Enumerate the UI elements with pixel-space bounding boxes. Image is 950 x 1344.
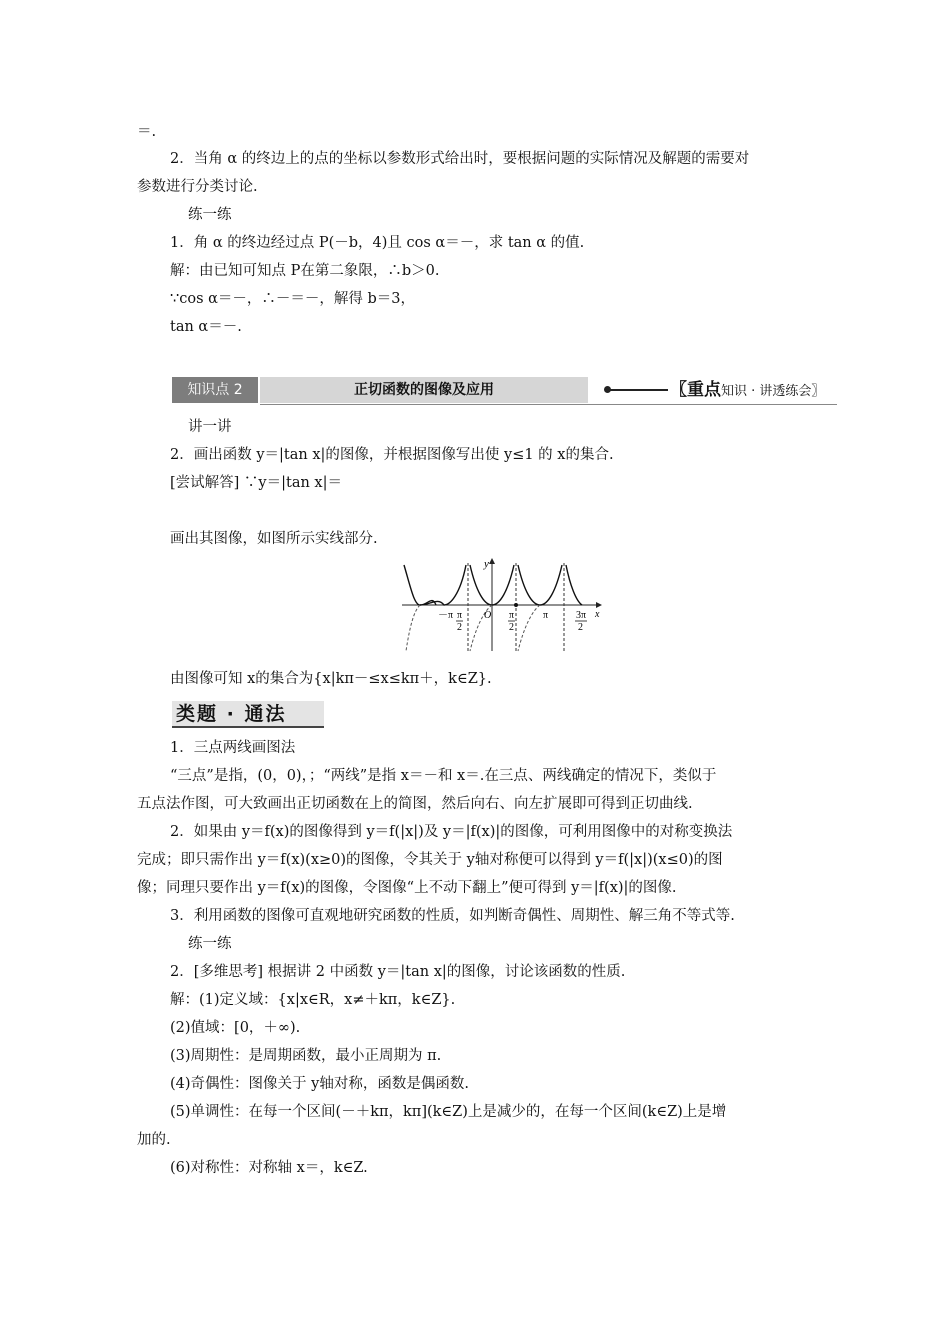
origin-label: O xyxy=(484,610,492,621)
banner-tag xyxy=(670,377,824,403)
text-line: 解：(1)定义域：{x|x∈R，x≠＋kπ，k∈Z}. xyxy=(170,992,456,1008)
banner-underline xyxy=(260,404,837,405)
section-label: 练一练 xyxy=(188,936,232,952)
section-label: 练一练 xyxy=(188,207,232,223)
text-line: (3)周期性：是周期函数，最小正周期为 π. xyxy=(170,1048,442,1064)
text-line: 2．[多维思考] 根据讲 2 中函数 y＝|tan x|的图像，讨论该函数的性质. xyxy=(170,964,626,980)
tick-label: 2 xyxy=(457,622,462,633)
tick-label: π xyxy=(457,610,463,621)
banner-tag-bold: 〖重点 xyxy=(670,380,721,400)
banner-tag-rest: 知识 · 讲透练会〗 xyxy=(721,384,825,399)
banner-title: 正切函数的图像及应用 xyxy=(260,377,588,403)
text-line: 完成；即只需作出 y＝f(x)(x≥0)的图像，令其关于 y轴对称便可以得到 y＝f(|x|)(x≤0)的图 xyxy=(137,852,723,868)
tick-label: π xyxy=(509,610,515,621)
text-line: 加的. xyxy=(137,1132,171,1148)
text-line: 3．利用函数的图像可直观地研究函数的性质，如判断奇偶性、周期性、解三角不等式等. xyxy=(170,908,735,924)
banner-label: 知识点 2 xyxy=(172,377,258,403)
text-line: 2．如果由 y＝f(x)的图像得到 y＝f(|x|)及 y＝|f(x)|的图像，可利用图像中的对称变换法 xyxy=(170,824,733,840)
text-line: 由图像可知 x的集合为{x|kπ－≤x≤kπ＋，k∈Z}. xyxy=(170,671,492,687)
x-axis-label: x xyxy=(595,609,600,620)
curve-branch xyxy=(518,565,562,605)
text-line: 解：由已知可知点 P在第二象限，∴b＞0. xyxy=(170,263,440,279)
tick-label: 2 xyxy=(509,622,514,633)
tick-label: 2 xyxy=(578,622,583,633)
text-line: [尝试解答] ∵y＝|tan x|＝ xyxy=(170,475,342,491)
text-line: 2．画出函数 y＝|tan x|的图像，并根据图像写出使 y≤1 的 x的集合. xyxy=(170,447,614,463)
dashed-branch xyxy=(406,605,420,651)
curve-branch xyxy=(566,565,582,605)
section-label: 讲一讲 xyxy=(188,419,232,435)
knowledge-point-banner xyxy=(172,375,837,405)
text-line: tan α＝－. xyxy=(170,319,242,335)
y-axis-arrow-icon xyxy=(489,558,495,564)
tick-label: π xyxy=(543,610,549,621)
text-line: 像；同理只要作出 y＝f(x)的图像，令图像“上不动下翻上”便可得到 y＝|f(x)|的图像. xyxy=(137,880,677,896)
text-line: 1．三点两线画图法 xyxy=(170,740,296,756)
text-line: 参数进行分类讨论. xyxy=(137,179,258,195)
text-line: (4)奇偶性：图像关于 y轴对称，函数是偶函数. xyxy=(170,1076,469,1092)
text-line: 1．角 α 的终边经过点 P(－b，4)且 cos α＝－，求 tan α 的值. xyxy=(170,235,585,251)
tick-label: －π xyxy=(438,610,454,621)
y-axis-label: y xyxy=(484,558,489,570)
text-line: 五点法作图，可大致画出正切函数在上的简图，然后向右、向左扩展即可得到正切曲线. xyxy=(137,796,693,812)
text-line: “三点”是指，(0，0)，；“两线”是指 x＝－和 x＝.在三点、两线确定的情况下，类似于 xyxy=(170,768,717,784)
curve-branch xyxy=(404,565,436,605)
text-line: ∵cos α＝－，∴－＝－，解得 b＝3， xyxy=(170,291,416,307)
tan-abs-graph xyxy=(400,555,610,655)
tick-label: 3π xyxy=(576,610,587,621)
dashed-branch xyxy=(518,605,540,651)
x-axis-arrow-icon xyxy=(596,602,602,608)
text-line: (2)值域：[0，＋∞). xyxy=(170,1020,301,1036)
text-line: 2．当角 α 的终边上的点的坐标以参数形式给出时，要根据问题的实际情况及解题的需要对 xyxy=(170,151,750,167)
text-line: 画出其图像，如图所示实线部分. xyxy=(170,531,378,547)
text-line: ＝. xyxy=(137,124,157,140)
text-line: (5)单调性：在每一个区间(－＋kπ，kπ](k∈Z)上是减少的，在每一个区间(k∈Z)上是增 xyxy=(170,1104,727,1120)
method-heading: 类题 · 通法 xyxy=(172,701,324,728)
curve-branch xyxy=(420,565,466,605)
text-line: (6)对称性：对称轴 x＝，k∈Z. xyxy=(170,1160,368,1176)
divider xyxy=(608,389,668,391)
point-marker xyxy=(514,603,518,607)
